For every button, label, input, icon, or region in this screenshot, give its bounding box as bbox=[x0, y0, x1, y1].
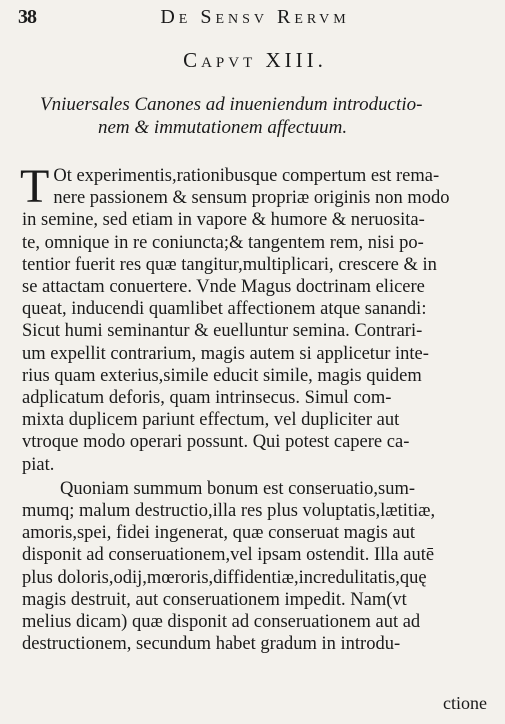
subtitle-line: Vniuersales Canones ad inueniendum introductio- bbox=[40, 94, 423, 115]
catchword: ctione bbox=[443, 693, 487, 713]
text-line: mumq; malum destructio,illa res plus voluptatis,lætitiæ, bbox=[22, 501, 436, 522]
page-number: 38 bbox=[18, 6, 36, 28]
text-line: nere passionem & sensum propriæ originis non modo bbox=[53, 188, 450, 209]
text-line: Sicut humi seminantur & euelluntur semina. Contrari- bbox=[22, 321, 423, 342]
text-line: adplicatum deforis, quam intrinsecus. Simul com- bbox=[22, 388, 392, 409]
paragraph bbox=[22, 478, 490, 656]
chapter-subtitle bbox=[40, 93, 490, 139]
subtitle-line: nem & immutationem affectuum. bbox=[98, 117, 348, 138]
drop-cap: T bbox=[20, 160, 50, 213]
text-line: te, omnique in re coniuncta;& tangentem rem, nisi po- bbox=[22, 232, 424, 253]
text-line: piat. bbox=[22, 454, 55, 475]
text-line: tentior fuerit res quæ tangitur,multiplicari, crescere & in bbox=[22, 254, 437, 275]
text-line: Quoniam summum bonum est conseruatio,sum- bbox=[60, 478, 416, 499]
text-line: se attactam conuertere. Vnde Magus doctrinam elicere bbox=[22, 277, 425, 298]
text-line: rius quam exterius,simile educit simile, magis quidem bbox=[22, 365, 422, 386]
chapter-heading: Capvt XIII. bbox=[183, 48, 327, 72]
text-line: magis destruit, aut conseruationem impedit. Nam(vt bbox=[22, 589, 407, 610]
body-text bbox=[20, 160, 490, 655]
text-line: mixta duplicem pariunt effectum, vel dupliciter aut bbox=[22, 410, 400, 431]
paragraph bbox=[20, 160, 490, 476]
text-line: disponit ad conseruationem,vel ipsam ostendit. Illa autē bbox=[22, 545, 435, 566]
text-line: um expellit contrarium, magis autem si applicetur inte- bbox=[22, 343, 429, 364]
text-line: queat, inducendi quamlibet affectionem atque sanandi: bbox=[22, 299, 427, 320]
text-line: melius dicam) quæ disponit ad conseruationem aut ad bbox=[22, 612, 421, 633]
text-line: vtroque modo operari possunt. Qui potest capere ca- bbox=[22, 432, 410, 453]
text-line: destructionem, secundum habet gradum in introdu- bbox=[22, 634, 401, 655]
text-line: plus doloris,odij,mœroris,diffidentiæ,incredulitatis,quę bbox=[22, 567, 427, 588]
text-line: in semine, sed etiam in vapore & humore & neruosita- bbox=[22, 210, 425, 231]
running-head: De Sensv Rervm bbox=[160, 6, 350, 28]
text-line: Ot experimentis,rationibusque compertum est rema- bbox=[53, 166, 440, 186]
text-line: amoris,spei, fidei ingenerat, quæ conseruat magis aut bbox=[22, 523, 416, 544]
